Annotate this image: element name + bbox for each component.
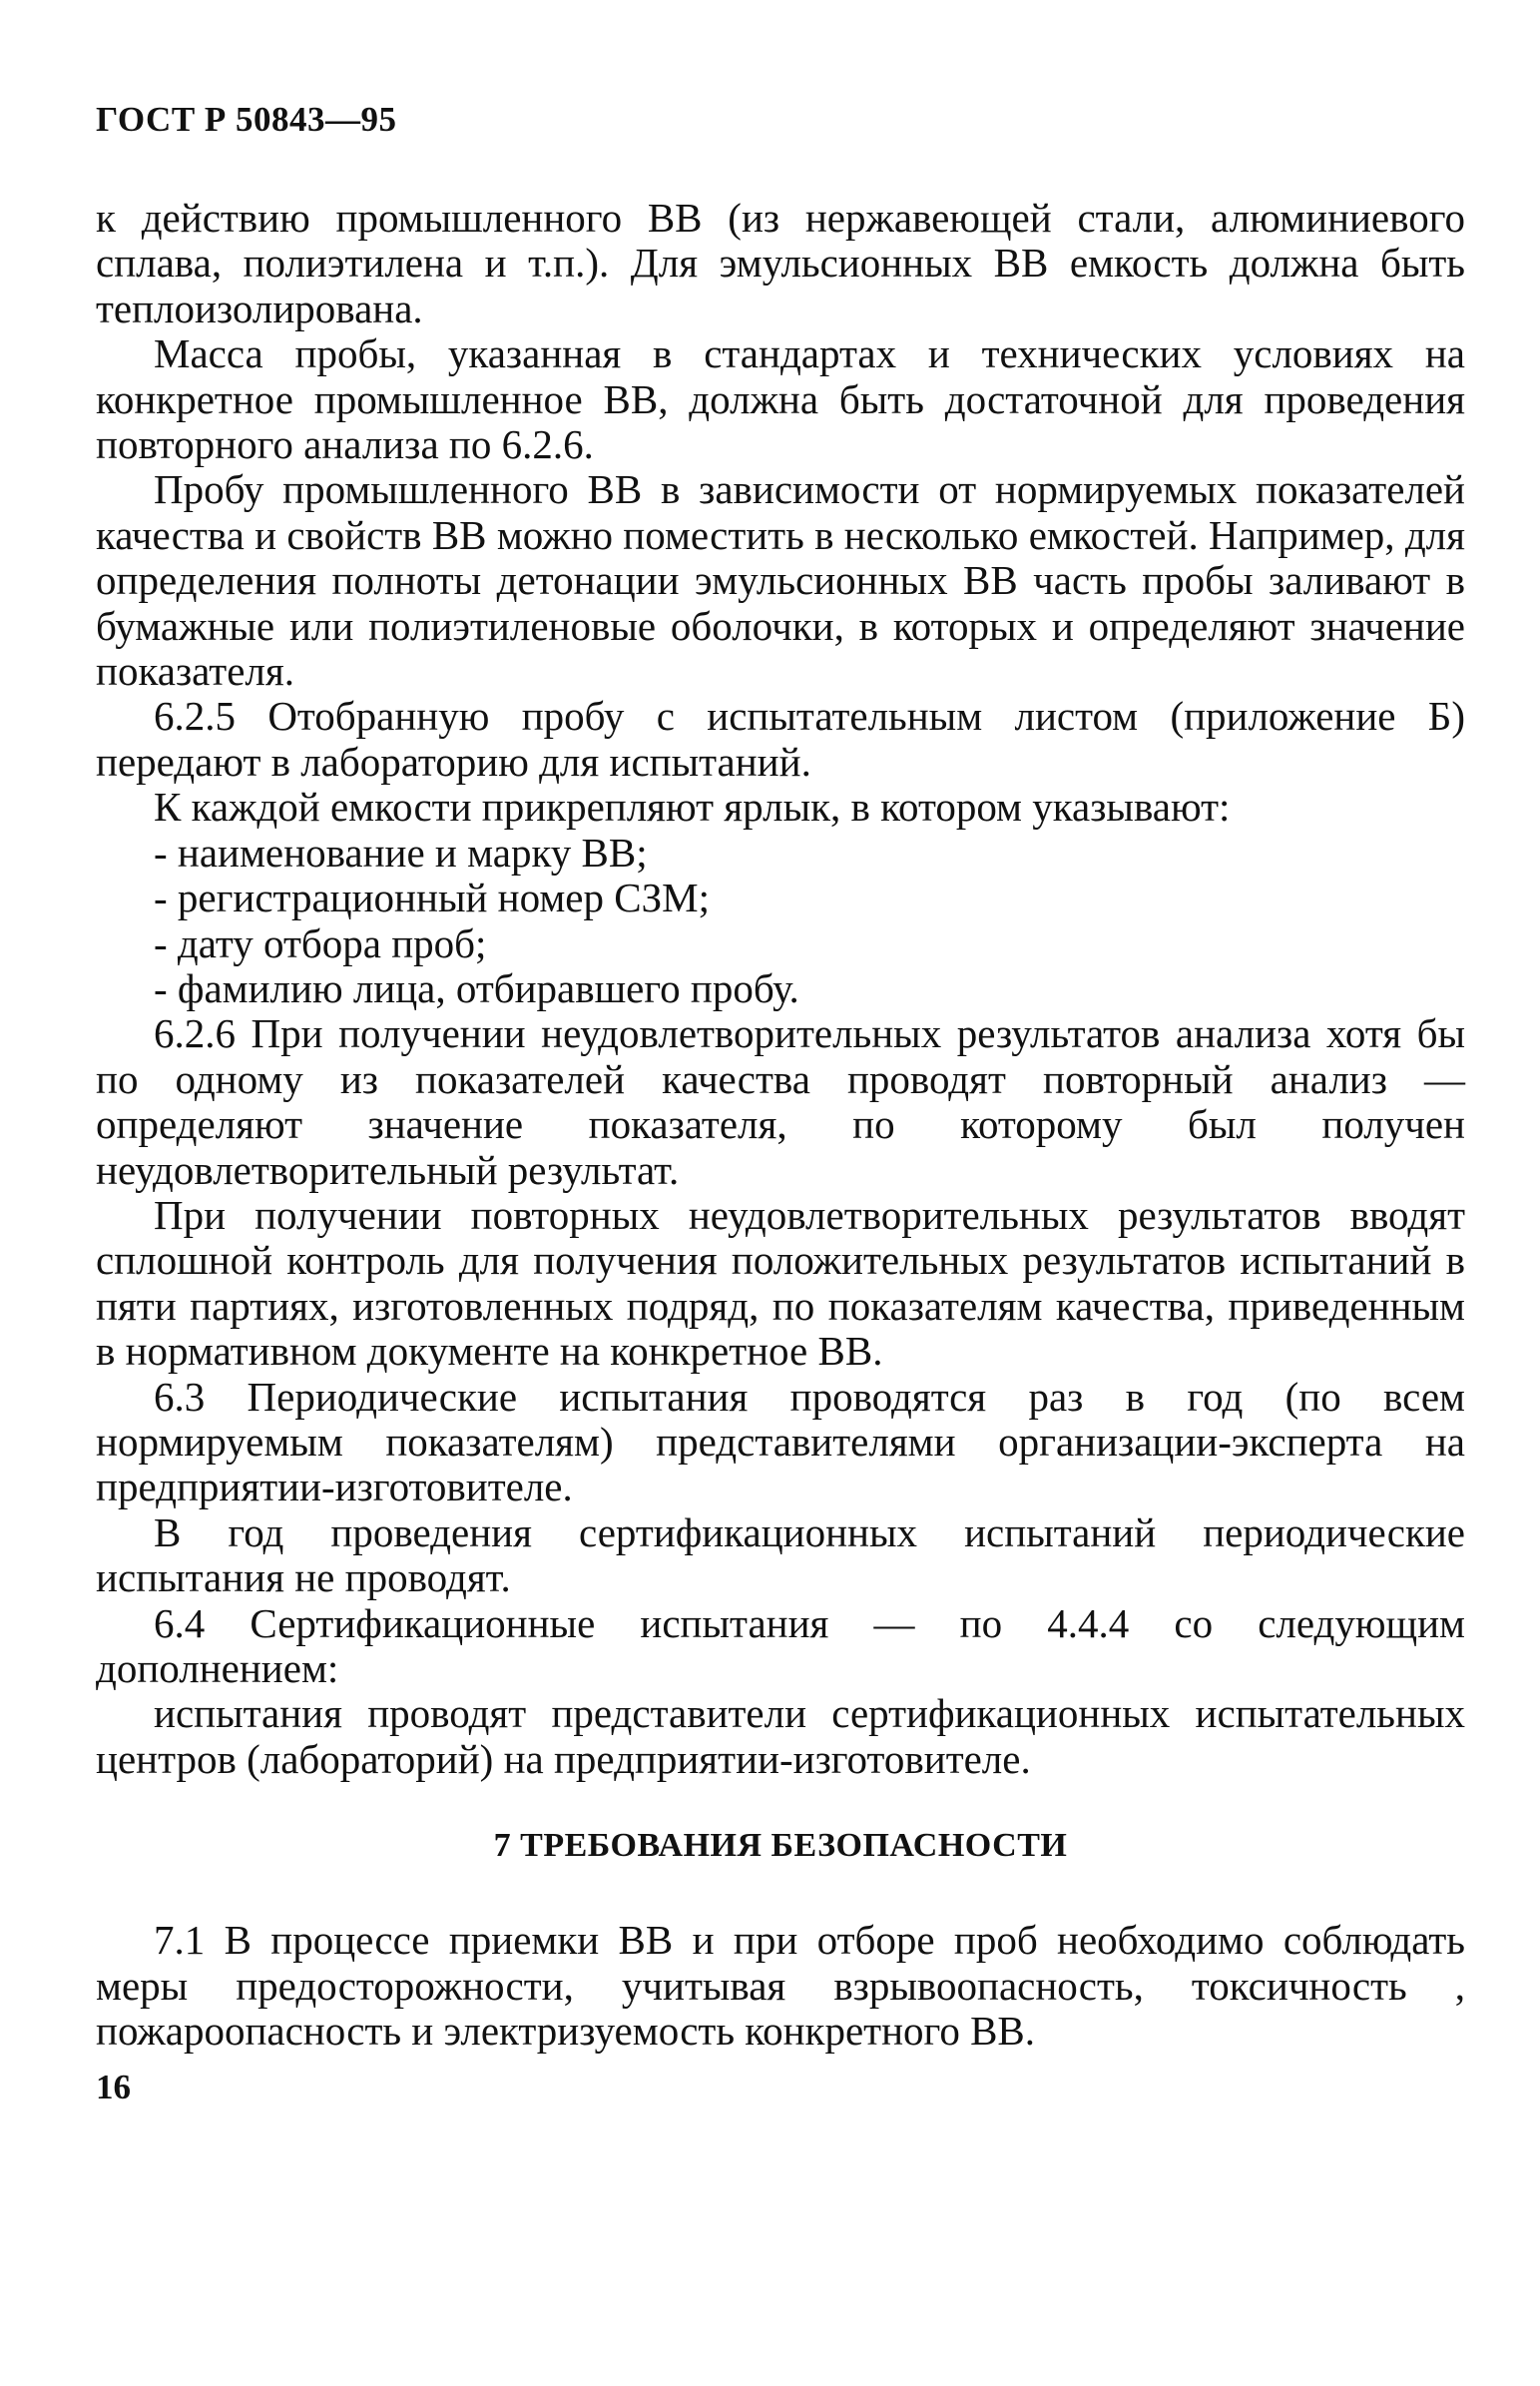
- page-number: 16: [96, 2068, 131, 2107]
- list-item: - фамилию лица, отбиравшего пробу.: [154, 964, 799, 1011]
- paragraph-certification-year: В год проведения сертификационных испытаний периодические испытания не проводят.: [96, 1508, 1465, 1601]
- paragraph-sample-mass: Масса пробы, указанная в стандартах и технических условиях на конкретное промышленное ВВ, должна быть достаточной для проведения повторного анализа по 6.2.6.: [96, 330, 1465, 468]
- section-7-body: [96, 1918, 1465, 2054]
- list-item: - регистрационный номер СЗМ;: [154, 875, 710, 921]
- paragraph-7-1: 7.1 В процессе приемки ВВ и при отборе проб необходимо соблюдать меры предосторожности, учитывая взрывоопасность, токсичность , пожароопасность и электризуемость конкретного ВВ.: [96, 1917, 1465, 2055]
- label-list: [96, 831, 1465, 1012]
- list-item: - наименование и марку ВВ;: [154, 829, 648, 876]
- document-body: [96, 196, 1465, 1782]
- section-title-safety: 7 ТРЕБОВАНИЯ БЕЗОПАСНОСТИ: [493, 1827, 1068, 1865]
- paragraph-sample-containers: Пробу промышленного ВВ в зависимости от нормируемых показателей качества и свойств ВВ можно поместить в несколько емкостей. Например, для определения полноты детонации эмульсионных ВВ часть пробы заливают в бумажные или полиэтиленовые оболочки, в которых и определяют значение показателя.: [96, 466, 1465, 695]
- paragraph-continuous-control: При получении повторных неудовлетворительных результатов вводят сплошной контроль для получения положительных результатов испытаний в пяти партиях, изготовленных подряд, по показателям качества, приведенным в нормативном документе на конкретное ВВ.: [96, 1191, 1465, 1375]
- paragraph-6-2-6: 6.2.6 При получении неудовлетворительных результатов анализа хотя бы по одному из показателей качества проводят повторный анализ — определяют значение показателя, по которому был получен неудовлетворительный результат.: [96, 1010, 1465, 1193]
- paragraph-6-3: 6.3 Периодические испытания проводятся раз в год (по всем нормируемым показателям) представителями организации-эксперта на предприятии-изготовителе.: [96, 1373, 1465, 1510]
- paragraph-6-4: 6.4 Сертификационные испытания — по 4.4.4 со следующим дополнением:: [96, 1599, 1465, 1691]
- standard-header: ГОСТ Р 50843—95: [96, 100, 397, 139]
- paragraph-label-intro: К каждой емкости прикрепляют ярлык, в котором указывают:: [154, 784, 1231, 831]
- paragraph-certification-centers: испытания проводят представители сертификационных испытательных центров (лабораторий) на предприятии-изготовителе.: [96, 1690, 1465, 1782]
- document-page: [96, 100, 1465, 2107]
- paragraph-continuation: к действию промышленного ВВ (из нержавеющей стали, алюминиевого сплава, полиэтилена и т.п.). Для эмульсионных ВВ емкость должна быть теплоизолирована.: [96, 195, 1465, 331]
- paragraph-6-2-5: 6.2.5 Отобранную пробу с испытательным листом (приложение Б) передают в лабораторию для испытаний.: [96, 693, 1465, 785]
- list-item: - дату отбора проб;: [154, 919, 487, 966]
